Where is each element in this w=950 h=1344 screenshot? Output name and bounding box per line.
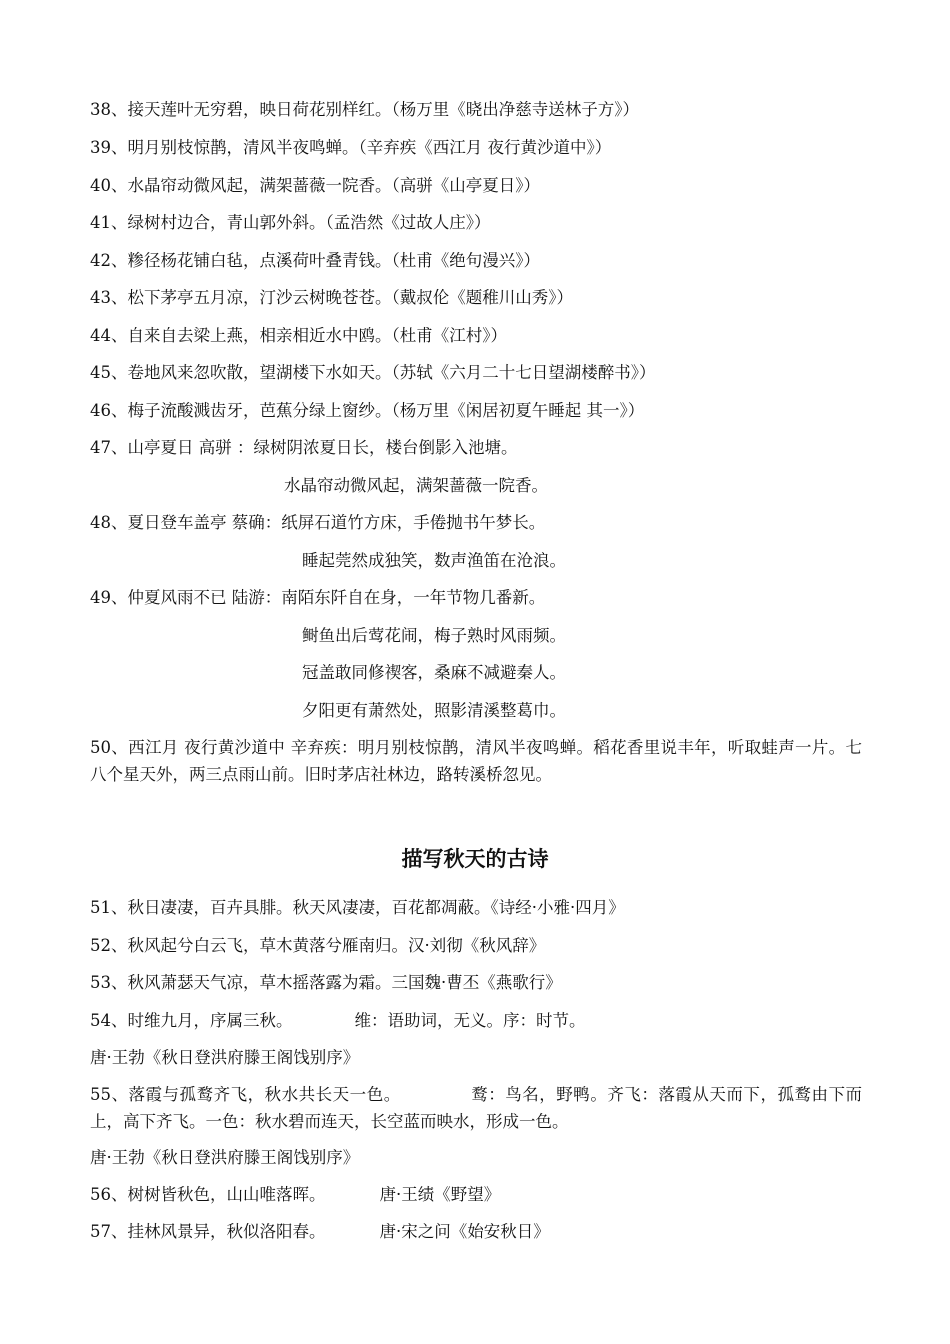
poem-line-40: 40、水晶帘动微风起，满架蔷薇一院香。（高骈《山亭夏日》）	[90, 176, 540, 195]
poem-line-47-cont: 水晶帘动微风起，满架蔷薇一院香。	[284, 476, 548, 495]
poem-57-text: 57、挂林风景异，秋似洛阳春。	[90, 1222, 326, 1241]
poem-line-49-cont-1: 鲥鱼出后莺花闹，梅子熟时风雨频。	[302, 626, 566, 645]
poem-54-text: 54、时维九月，序属三秋。	[90, 1011, 293, 1030]
section-title-autumn: 描写秋天的古诗	[401, 846, 549, 871]
poem-55-note: 鹜：鸟名，野鸭。齐飞：落霞从天而下，孤鹜由下而上，高下齐飞。一色：秋水碧而连天，长空蓝而映水，形成一色。	[90, 1085, 862, 1131]
poem-line-48: 48、夏日登车盖亭 蔡确：纸屏石道竹方床，手倦抛书午梦长。	[90, 513, 546, 532]
poem-line-49: 49、仲夏风雨不已 陆游：南陌东阡自在身，一年节物几番新。	[90, 588, 546, 607]
poem-line-45: 45、卷地风来忽吹散，望湖楼下水如天。（苏轼《六月二十七日望湖楼醉书》）	[90, 363, 656, 382]
poem-57-source: 唐·宋之问《始安秋日》	[379, 1222, 550, 1241]
poem-line-49-cont-3: 夕阳更有萧然处，照影清溪整葛巾。	[302, 701, 566, 720]
poem-54-note: 维：语助词，无义。序：时节。	[354, 1011, 586, 1030]
poem-line-44: 44、自来自去梁上燕，相亲相近水中鸥。（杜甫《江村》）	[90, 326, 507, 345]
poem-55-text: 55、落霞与孤鹜齐飞，秋水共长天一色。	[90, 1085, 401, 1104]
poem-line-38: 38、接天莲叶无穷碧，映日荷花别样红。（杨万里《晓出净慈寺送林子方》）	[90, 100, 639, 119]
poem-line-57	[90, 1221, 550, 1243]
poem-line-54-source: 唐·王勃《秋日登洪府滕王阁饯别序》	[90, 1048, 360, 1067]
poem-paragraph-55	[90, 1081, 862, 1135]
poem-line-41: 41、绿树村边合，青山郭外斜。（孟浩然《过故人庄》）	[90, 213, 491, 232]
poem-line-48-cont: 睡起莞然成独笑，数声渔笛在沧浪。	[302, 551, 566, 570]
poem-line-46: 46、梅子流酸溅齿牙，芭蕉分绿上窗纱。（杨万里《闲居初夏午睡起 其一》）	[90, 401, 645, 420]
poem-line-56	[90, 1184, 500, 1206]
poem-line-47: 47、山亭夏日 高骈 ：绿树阴浓夏日长，楼台倒影入池塘。	[90, 438, 518, 457]
poem-line-52: 52、秋风起兮白云飞，草木黄落兮雁南归。汉·刘彻《秋风辞》	[90, 936, 546, 955]
poem-line-39: 39、明月别枝惊鹊，清风半夜鸣蝉。（辛弃疾《西江月 夜行黄沙道中》）	[90, 138, 612, 157]
poem-56-text: 56、树树皆秋色，山山唯落晖。	[90, 1185, 326, 1204]
poem-line-43: 43、松下茅亭五月凉，汀沙云树晚苍苍。（戴叔伦《题稚川山秀》）	[90, 288, 573, 307]
poem-line-51: 51、秋日凄凄，百卉具腓。秋天风凄凄，百花都凋蔽。《诗经·小雅·四月》	[90, 898, 625, 917]
poem-56-source: 唐·王绩《野望》	[379, 1185, 501, 1204]
poem-paragraph-50: 50、西江月 夜行黄沙道中 辛弃疾：明月别枝惊鹊，清风半夜鸣蝉。稻花香里说丰年，听取蛙声一片。七八个星天外，两三点雨山前。旧时茅店社林边，路转溪桥忽见。	[90, 738, 862, 784]
poem-line-54	[90, 1010, 586, 1032]
poem-line-42: 42、糁径杨花铺白毡，点溪荷叶叠青钱。（杜甫《绝句漫兴》）	[90, 251, 540, 270]
poem-line-55-source: 唐·王勃《秋日登洪府滕王阁饯别序》	[90, 1148, 360, 1167]
poem-line-53: 53、秋风萧瑟天气凉，草木摇落露为霜。三国魏·曹丕《燕歌行》	[90, 973, 562, 992]
poem-line-49-cont-2: 冠盖敢同修禊客，桑麻不减避秦人。	[302, 663, 566, 682]
